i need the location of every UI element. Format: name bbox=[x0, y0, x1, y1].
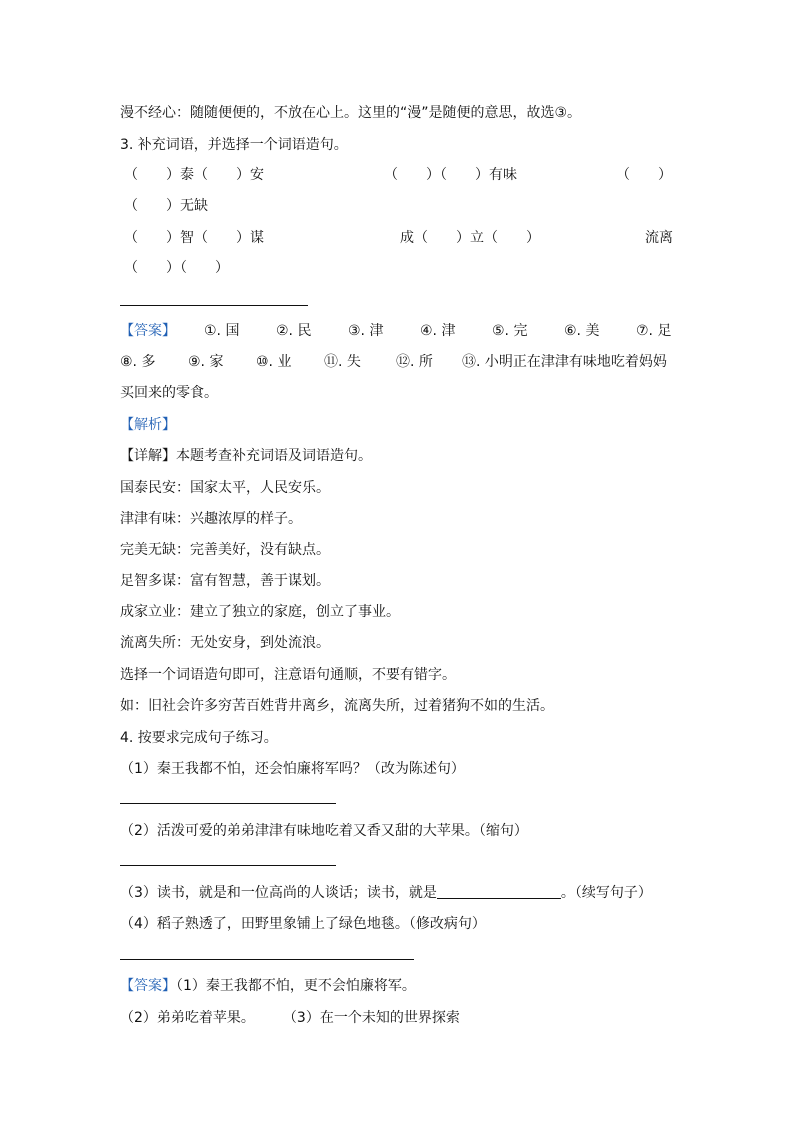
answer-item: ⑦. 足 bbox=[636, 323, 672, 339]
blank-phrase-4: （ ）智（ ）谋 bbox=[124, 230, 264, 246]
answer-item: ④. 津 bbox=[420, 323, 456, 339]
explanation-line: 津津有味：兴趣浓厚的样子。 bbox=[120, 511, 302, 527]
blank-phrase-2: （ ）（ ）有味 bbox=[384, 167, 517, 183]
question-4-4: （4）稻子熟透了，田野里象铺上了绿色地毯。（修改病句） bbox=[120, 916, 486, 932]
answer-item: ②. 民 bbox=[276, 323, 312, 339]
question-4-3 bbox=[120, 884, 652, 902]
answer-label: 【答案】 bbox=[120, 978, 176, 994]
answer-line bbox=[120, 803, 336, 804]
explanation-line: 如：旧社会许多穷苦百姓背井离乡，流离失所，过着猪狗不如的生活。 bbox=[120, 698, 554, 714]
answer-cont: 买回来的零食。 bbox=[120, 385, 218, 401]
analysis-label: 【解析】 bbox=[120, 417, 176, 433]
explanation-line: 流离失所：无处安身，到处流浪。 bbox=[120, 635, 330, 651]
fill-blank bbox=[437, 884, 561, 899]
blank-phrase-3-cont: （ ）无缺 bbox=[124, 198, 208, 214]
answer-item: ①. 国 bbox=[204, 323, 240, 339]
blank-phrase-1: （ ）泰（ ）安 bbox=[124, 167, 264, 183]
blank-phrase-5: 成（ ）立（ ） bbox=[400, 230, 540, 246]
detail-label: 【详解】 bbox=[120, 448, 176, 464]
explanation-line: 足智多谋：富有智慧，善于谋划。 bbox=[120, 573, 330, 589]
text-line: 漫不经心：随随便便的，不放在心上。这里的“漫”是随便的意思，故选③。 bbox=[120, 105, 582, 121]
answer-item: ③. 津 bbox=[348, 323, 384, 339]
question-4-2: （2）活泼可爱的弟弟津津有味地吃着又香又甜的大苹果。（缩句） bbox=[120, 823, 528, 839]
blank-phrase-6: 流离 bbox=[645, 230, 673, 246]
blank-phrase-3: （ ） bbox=[616, 167, 672, 183]
answer-item: ⑨. 家 bbox=[188, 354, 224, 370]
q4-answer-1: （1）秦王我都不怕，更不会怕廉将军。 bbox=[176, 978, 416, 994]
answer-item: ⑩. 业 bbox=[256, 354, 292, 370]
answer-item: ⑬. 小明正在津津有味地吃着妈妈 bbox=[462, 354, 667, 370]
question-4-1: （1）秦王我都不怕，还会怕廉将军吗？（改为陈述句） bbox=[120, 761, 465, 777]
answer-item: ⑧. 多 bbox=[120, 354, 156, 370]
explanation-line: 选择一个词语造句即可，注意语句通顺，不要有错字。 bbox=[120, 667, 456, 683]
detail-text: 本题考查补充词语及词语造句。 bbox=[176, 448, 372, 464]
explanation-line: 国泰民安：国家太平，人民安乐。 bbox=[120, 480, 330, 496]
question-3-title: 3. 补充词语，并选择一个词语造句。 bbox=[120, 137, 348, 153]
explanation-line: 完美无缺：完善美好，没有缺点。 bbox=[120, 542, 330, 558]
q4-answer-line bbox=[120, 977, 416, 995]
answer-line bbox=[120, 305, 308, 306]
answer-item: ⑥. 美 bbox=[564, 323, 600, 339]
question-4-3-before: （3）读书，就是和一位高尚的人谈话；读书，就是 bbox=[120, 885, 437, 901]
answer-item: ⑤. 完 bbox=[492, 323, 528, 339]
answer-label: 【答案】 bbox=[120, 323, 176, 339]
q4-answer-3: （3）在一个未知的世界探索 bbox=[282, 1010, 460, 1026]
question-4-3-after: 。（续写句子） bbox=[560, 885, 652, 901]
blank-phrase-6-cont: （ ）（ ） bbox=[124, 260, 229, 276]
detail-line bbox=[120, 447, 372, 465]
question-4-title: 4. 按要求完成句子练习。 bbox=[120, 730, 278, 746]
answer-line bbox=[120, 959, 414, 960]
q4-answer-2: （2）弟弟吃着苹果。 bbox=[120, 1010, 255, 1026]
answer-item: ⑪. 失 bbox=[324, 354, 361, 370]
answer-item: ⑫. 所 bbox=[396, 354, 433, 370]
explanation-line: 成家立业：建立了独立的家庭，创立了事业。 bbox=[120, 604, 400, 620]
q4-answer-line-2 bbox=[120, 1009, 460, 1027]
answer-line bbox=[120, 865, 336, 866]
